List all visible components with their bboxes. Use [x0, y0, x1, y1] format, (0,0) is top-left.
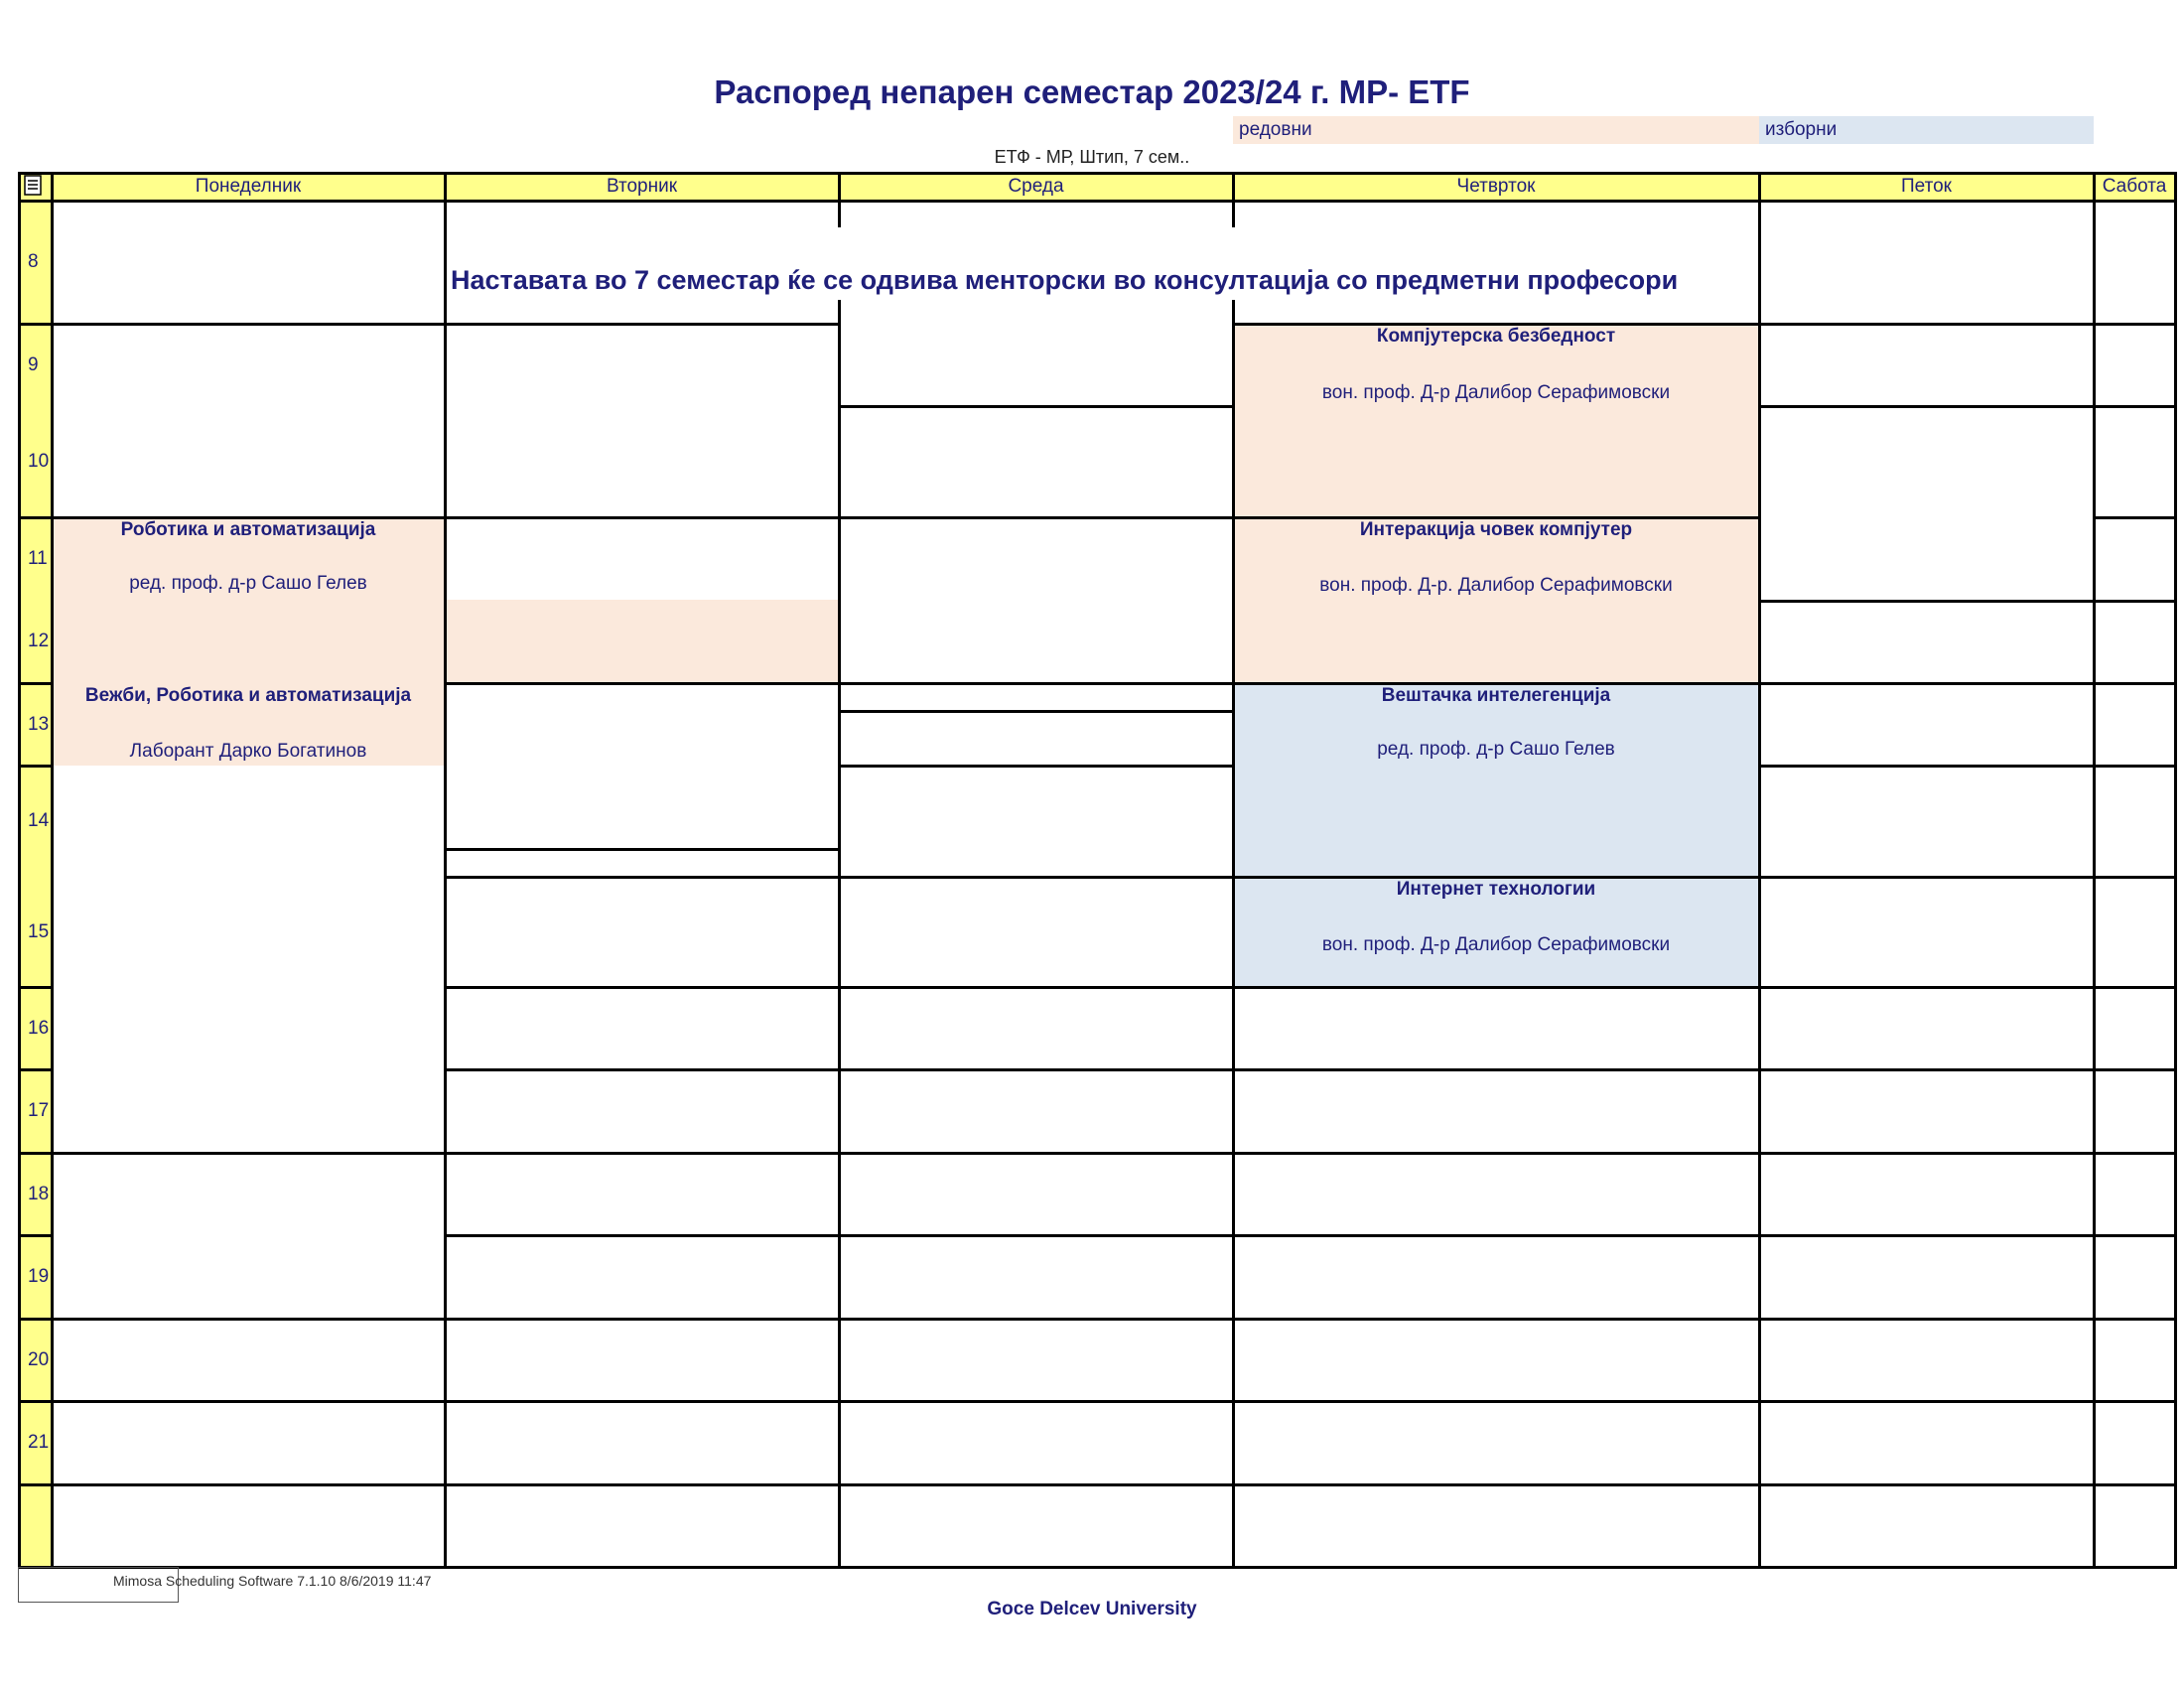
grid-line	[1233, 1318, 1759, 1321]
grid-line	[839, 1400, 1233, 1403]
event-title: Вештачка интелегенција	[1381, 685, 1611, 706]
event-professor: вон. проф. Д-р Далибор Серафимовски	[1321, 382, 1671, 403]
grid-line	[1233, 1068, 1759, 1071]
grid-line	[18, 200, 2177, 203]
grid-line	[839, 1318, 1233, 1321]
grid-line	[839, 405, 1233, 408]
grid-line	[52, 516, 445, 519]
grid-line	[1233, 1483, 1759, 1486]
hour-cell: 13	[18, 683, 52, 766]
grid-line	[52, 1483, 445, 1486]
grid-line	[1759, 1483, 2094, 1486]
grid-line	[445, 1318, 839, 1321]
grid-line	[2094, 516, 2175, 519]
grid-line	[2094, 1400, 2175, 1403]
grid-line	[2094, 1483, 2175, 1486]
event-title: Интеракција човек компјутер	[1359, 519, 1633, 540]
mentoring-notice: Наставата во 7 семестар ќе се одвива менторски во консултација со предметни професори	[447, 260, 1682, 300]
grid-line	[18, 1152, 52, 1155]
hour-cell: 15	[18, 877, 52, 987]
hour-cell: 11	[18, 517, 52, 600]
grid-line	[18, 516, 52, 519]
grid-line	[1759, 600, 2094, 603]
grid-line	[445, 1400, 839, 1403]
grid-line	[18, 323, 52, 326]
grid-line	[445, 323, 839, 326]
grid-line	[838, 296, 841, 1569]
event-artificial-intelligence[interactable]	[1233, 683, 1759, 877]
hour-cell: 16	[18, 987, 52, 1069]
grid-line	[18, 1234, 52, 1237]
grid-line	[18, 1318, 52, 1321]
grid-line	[2094, 323, 2175, 326]
grid-line	[2094, 405, 2175, 408]
grid-line	[445, 1068, 839, 1071]
grid-line	[445, 876, 839, 879]
grid-line	[2094, 1068, 2175, 1071]
grid-line	[1758, 172, 1761, 1569]
grid-line	[1233, 986, 1759, 989]
grid-line	[839, 1234, 1233, 1237]
grid-line	[839, 876, 1233, 879]
grid-line	[2094, 1234, 2175, 1237]
grid-line	[18, 172, 21, 1569]
grid-line	[839, 710, 1233, 713]
grid-line	[1759, 1234, 2094, 1237]
grid-line	[1759, 765, 2094, 768]
grid-line	[445, 682, 839, 685]
event-professor: ред. проф. д-р Сашо Гелев	[129, 573, 367, 594]
hour-cell: 21	[18, 1401, 52, 1484]
grid-line	[445, 848, 839, 851]
grid-line	[2094, 986, 2175, 989]
grid-line	[18, 765, 52, 768]
hour-cell: 8	[18, 201, 52, 324]
grid-line	[839, 1152, 1233, 1155]
grid-line	[2094, 876, 2175, 879]
grid-line	[839, 1068, 1233, 1071]
grid-line	[1759, 1152, 2094, 1155]
grid-line	[18, 1068, 52, 1071]
grid-line	[445, 986, 839, 989]
grid-line	[445, 1152, 839, 1155]
table-icon	[24, 175, 44, 197]
grid-line	[839, 516, 1233, 519]
grid-line	[839, 682, 1233, 685]
grid-line	[52, 1400, 445, 1403]
grid-line	[839, 986, 1233, 989]
grid-line	[1232, 296, 1235, 1569]
event-robotics-continued	[445, 600, 839, 683]
grid-line	[1233, 1152, 1759, 1155]
hour-cell: 17	[18, 1069, 52, 1153]
event-professor: вон. проф. Д-р Далибор Серафимовски	[1321, 934, 1671, 955]
event-robotics-lab[interactable]	[52, 683, 445, 766]
grid-line	[18, 986, 52, 989]
grid-line	[1233, 876, 1759, 879]
event-computer-security[interactable]	[1233, 324, 1759, 517]
day-header-wednesday: Среда	[839, 173, 1233, 201]
grid-line	[1233, 516, 1759, 519]
grid-line	[1759, 1318, 2094, 1321]
footer-university: Goce Delcev University	[987, 1599, 1197, 1619]
grid-line	[1233, 1400, 1759, 1403]
hour-cell: 12	[18, 600, 52, 683]
legend-elective: изборни	[1759, 116, 2094, 144]
grid-line	[18, 1400, 52, 1403]
event-title: Компјутерска безбедност	[1376, 326, 1616, 347]
grid-line	[839, 1483, 1233, 1486]
event-professor: ред. проф. д-р Сашо Гелев	[1377, 739, 1615, 760]
grid-line	[2094, 682, 2175, 685]
grid-line	[1759, 405, 2094, 408]
grid-line	[445, 1234, 839, 1237]
event-hci[interactable]	[1233, 517, 1759, 683]
hour-cell: 18	[18, 1153, 52, 1235]
day-header-saturday: Сабота	[2094, 173, 2175, 201]
event-title: Интернет технологии	[1396, 879, 1596, 900]
grid-line	[18, 1566, 2177, 1569]
grid-line	[2094, 1318, 2175, 1321]
grid-line	[839, 765, 1233, 768]
day-header-tuesday: Вторник	[445, 173, 839, 201]
hour-cell: 19	[18, 1235, 52, 1319]
event-robotics[interactable]	[52, 517, 445, 683]
grid-line	[52, 1318, 445, 1321]
schedule-subtitle: ЕТФ - МР, Штип, 7 сем..	[994, 147, 1190, 167]
grid-line	[2093, 172, 2096, 1569]
event-professor: вон. проф. Д-р. Далибор Серафимовски	[1319, 575, 1673, 596]
footer-software: Mimosa Scheduling Software 7.1.10 8/6/2019 11:47	[113, 1573, 432, 1589]
grid-line	[52, 1152, 445, 1155]
grid-line	[445, 1483, 839, 1486]
grid-line	[1233, 1234, 1759, 1237]
grid-line	[838, 172, 841, 227]
event-title: Вежби, Роботика и автоматизација	[84, 685, 412, 706]
event-title: Роботика и автоматизација	[120, 519, 376, 540]
grid-line	[1232, 172, 1235, 227]
grid-line	[2094, 765, 2175, 768]
grid-line	[2174, 172, 2177, 1569]
grid-line	[445, 516, 839, 519]
hour-cell	[18, 1484, 52, 1567]
grid-line	[2094, 600, 2175, 603]
hour-cell: 10	[18, 406, 52, 517]
grid-line	[1759, 1068, 2094, 1071]
event-professor: Лаборант Дарко Богатинов	[129, 741, 367, 762]
hour-cell: 20	[18, 1319, 52, 1401]
day-header-monday: Понеделник	[52, 173, 445, 201]
grid-line	[2094, 1152, 2175, 1155]
grid-line	[1233, 682, 1759, 685]
grid-line	[1759, 323, 2094, 326]
hour-cell: 14	[18, 766, 52, 877]
grid-line	[18, 682, 52, 685]
event-internet-technologies[interactable]	[1233, 877, 1759, 987]
grid-line	[1759, 682, 2094, 685]
grid-line	[18, 172, 2177, 175]
page-title: Распоред непарен семестар 2023/24 г. МР- ETF	[714, 73, 1470, 110]
grid-line	[1759, 876, 2094, 879]
legend-regular: редовни	[1233, 116, 1759, 144]
grid-line	[51, 172, 54, 1569]
grid-line	[18, 1483, 52, 1486]
grid-line	[1759, 1400, 2094, 1403]
grid-line	[444, 172, 447, 1569]
grid-line	[52, 323, 445, 326]
hour-cell: 9	[18, 324, 52, 406]
grid-line	[1759, 986, 2094, 989]
day-header-thursday: Четврток	[1233, 173, 1759, 201]
grid-line	[1233, 323, 1759, 326]
day-header-friday: Петок	[1759, 173, 2094, 201]
